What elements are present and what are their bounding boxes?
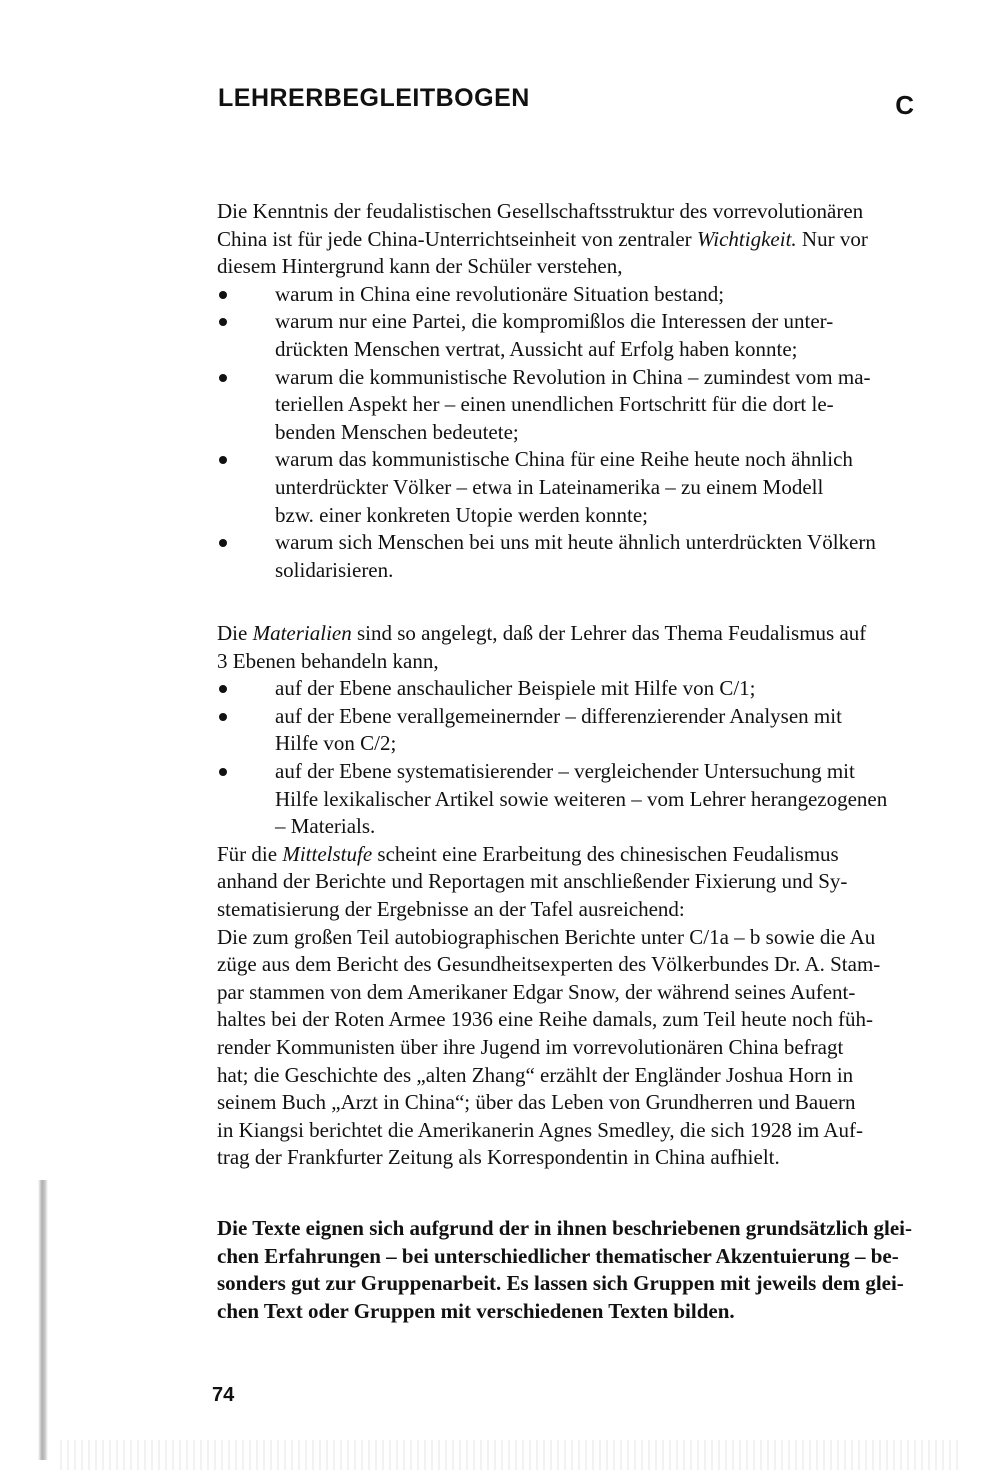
emphasis-materialien: Materialien	[252, 621, 352, 645]
bullet-icon	[219, 713, 227, 721]
closing-paragraph	[217, 1215, 977, 1325]
text-line: chen Text oder Gruppen mit verschiedenen Texten bilden.	[217, 1298, 735, 1323]
intro-paragraph	[217, 198, 977, 584]
text-line: Die Kenntnis der feudalistischen Gesellschaftsstruktur des vorrevolutionären	[217, 199, 864, 223]
text-line: diesem Hintergrund kann der Schüler verstehen,	[217, 254, 623, 279]
text-line: chen Erfahrungen – bei unterschiedlicher thematischer Akzentuierung – be-	[217, 1243, 899, 1268]
scan-binding-shadow	[38, 1180, 48, 1460]
bullet-icon	[219, 374, 227, 382]
text-line: anhand der Berichte und Reportagen mit anschließender Fixierung und Sy-	[217, 869, 848, 894]
bullet-icon	[219, 768, 227, 776]
text-line: züge aus dem Bericht des Gesundheitsexperten des Völkerbundes Dr. A. Stam-	[217, 952, 881, 977]
text-line: sonders gut zur Gruppenarbeit. Es lassen sich Gruppen mit jeweils dem glei-	[217, 1271, 904, 1296]
page-number: 74	[212, 1384, 235, 1406]
text-line: Die Materialien sind so angelegt, daß der Lehrer das Thema Feudalismus auf	[217, 621, 867, 645]
text-line: par stammen von dem Amerikaner Edgar Snow, der während seines Aufent-	[217, 979, 856, 1004]
text-line: haltes bei der Roten Armee 1936 eine Reihe damals, zum Teil heute noch füh-	[217, 1007, 873, 1032]
list-item: warum in China eine revolutionäre Situation bestand;	[217, 281, 977, 309]
list-item: auf der Ebene systematisierender – vergleichender Untersuchung mit Hilfe lexikalischer Artikel sowie weiteren – vom Lehrer herangezogenen – Materials.	[217, 758, 977, 841]
text-line: Für die Mittelstufe scheint eine Erarbeitung des chinesischen Feudalismus	[217, 841, 839, 866]
bullet-icon	[219, 685, 227, 693]
section-letter: C	[895, 90, 914, 120]
emphasis-mittelstufe: Mittelstufe	[282, 841, 373, 866]
list-item: warum nur eine Partei, die kompromißlos die Interessen der unter- drückten Menschen vertrat, Aussicht auf Erfolg haben konnte;	[217, 308, 977, 363]
text-line: 3 Ebenen behandeln kann,	[217, 648, 439, 673]
list-item: auf der Ebene verallgemeinernder – differenzierender Analysen mit Hilfe von C/2;	[217, 703, 977, 758]
bullet-icon	[219, 456, 227, 464]
text-line: in Kiangsi berichtet die Amerikanerin Agnes Smedley, die sich 1928 im Auf-	[217, 1117, 864, 1142]
text-line: stematisierung der Ergebnisse an der Tafel ausreichend:	[217, 896, 685, 921]
page-title: LEHRERBEGLEITBOGEN	[218, 84, 530, 112]
list-item: warum sich Menschen bei uns mit heute ähnlich unterdrückten Völkern solidarisieren.	[217, 529, 977, 584]
emphasis-wichtigkeit: Wichtigkeit.	[696, 226, 797, 251]
list-item: warum die kommunistische Revolution in China – zumindest vom ma- teriellen Aspekt her – einen unendlichen Fortschritt für die dort le- benden Menschen bedeutete;	[217, 364, 977, 447]
text-line: hat; die Geschichte des „alten Zhang“ erzählt der Engländer Joshua Horn in	[217, 1062, 854, 1087]
text-line: seinem Buch „Arzt in China“; über das Leben von Grundherren und Bauern	[217, 1090, 856, 1115]
materials-paragraph	[217, 620, 977, 1172]
list-item: warum das kommunistische China für eine Reihe heute noch ähnlich unterdrückter Völker – etwa in Lateinamerika – zu einem Modell bzw. einer konkreten Utopie werden konnte;	[217, 446, 977, 529]
bullet-icon	[219, 318, 227, 326]
scan-noise	[60, 1440, 960, 1470]
list-item: auf der Ebene anschaulicher Beispiele mit Hilfe von C/1;	[217, 675, 977, 703]
text-line: China ist für jede China-Unterrichtseinheit von zentraler Wichtigkeit. Nur vor	[217, 226, 868, 251]
bullet-icon	[219, 539, 227, 547]
text-line: trag der Frankfurter Zeitung als Korrespondentin in China aufhielt.	[217, 1145, 780, 1170]
bullet-icon	[219, 291, 227, 299]
text-line: render Kommunisten über ihre Jugend im vorrevolutionären China befragt	[217, 1034, 844, 1059]
text-line: Die zum großen Teil autobiographischen Berichte unter C/1a – b sowie die Au	[217, 924, 876, 949]
text-line: Die Texte eignen sich aufgrund der in ihnen beschriebenen grundsätzlich glei-	[217, 1216, 912, 1240]
page-header	[218, 84, 914, 124]
